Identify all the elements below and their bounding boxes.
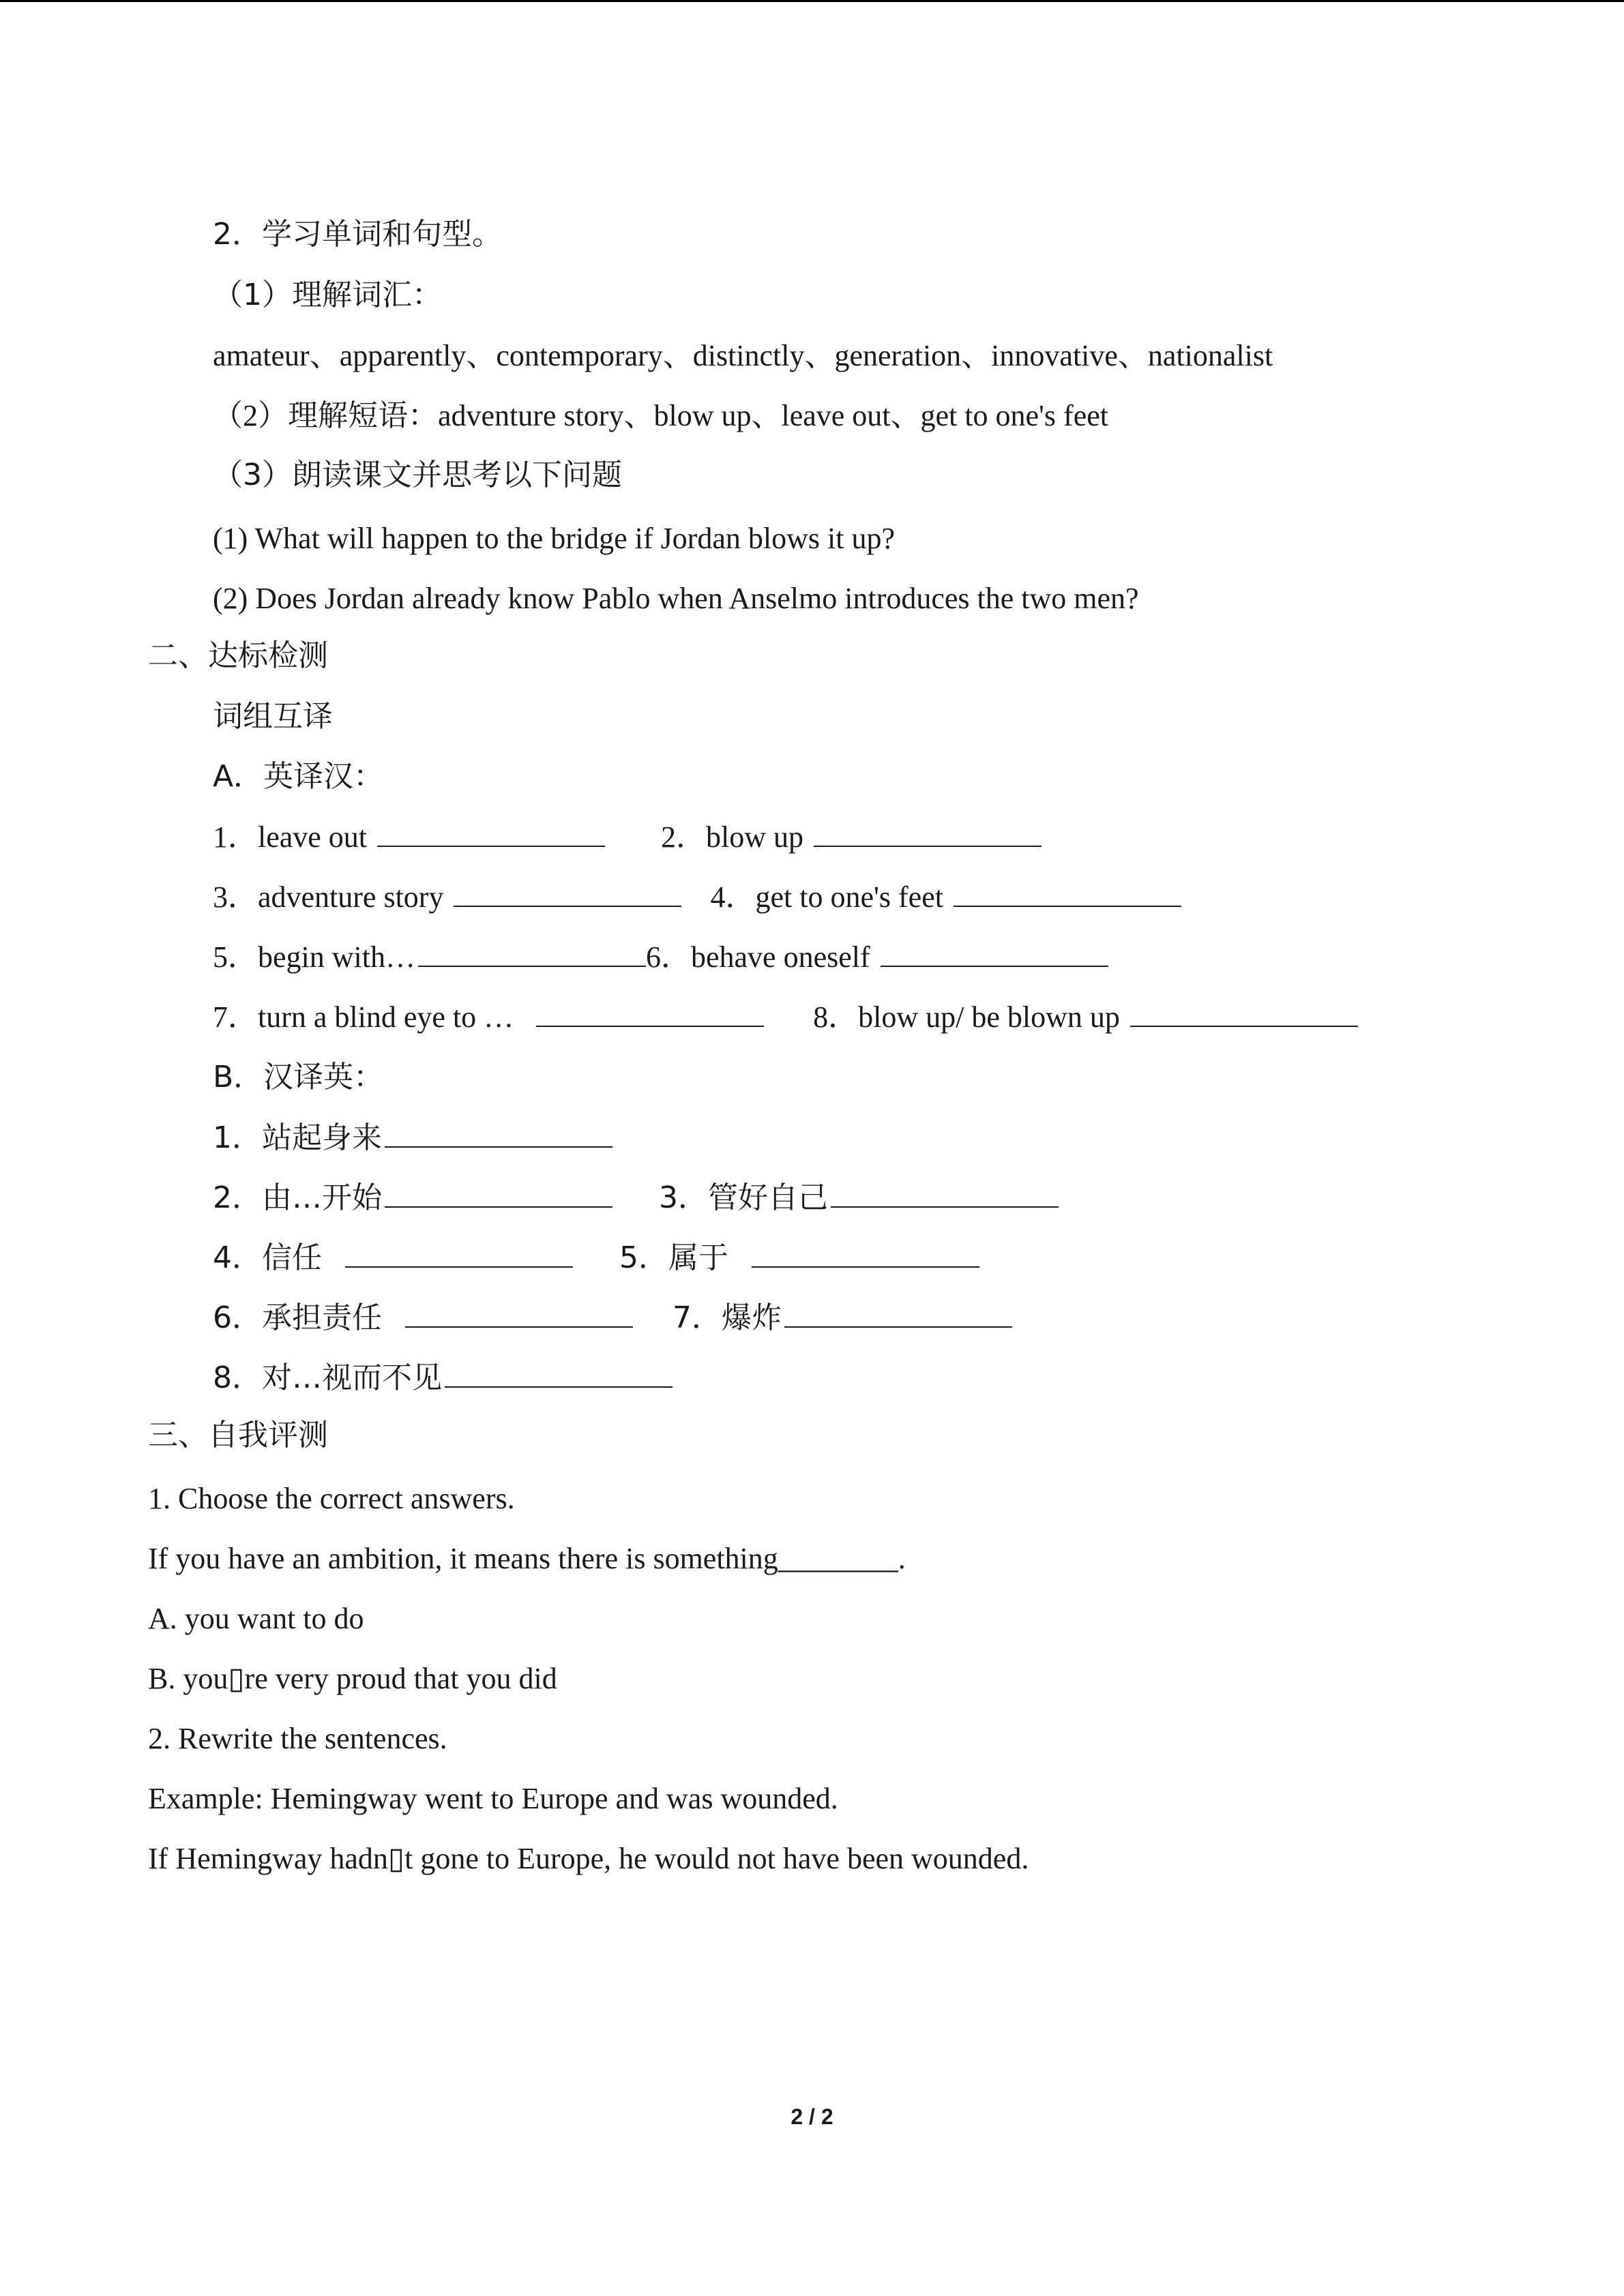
item-b8: 8．对…视而不见 bbox=[213, 1360, 442, 1395]
answer-blank[interactable] bbox=[385, 1119, 612, 1148]
item-b7: 7．爆炸 bbox=[673, 1300, 782, 1335]
answer-blank[interactable] bbox=[752, 1239, 979, 1268]
task-1: 1. Choose the correct answers. bbox=[148, 1482, 515, 1515]
example-sentence: Example: Hemingway went to Europe and was wounded. bbox=[148, 1782, 838, 1815]
item-b6: 6．承担责任 bbox=[213, 1300, 382, 1335]
answer-blank[interactable] bbox=[536, 998, 764, 1027]
answer-blank[interactable] bbox=[1130, 998, 1358, 1027]
phrases-line: （2）理解短语：adventure story、blow up、leave out、get to one's feet bbox=[213, 399, 1108, 432]
item-b4: 4．信任 bbox=[213, 1240, 322, 1275]
exercise-row-9 bbox=[213, 1359, 673, 1397]
answer-blank[interactable] bbox=[881, 938, 1108, 967]
item-b2: 2．由…开始 bbox=[213, 1180, 382, 1215]
exercise-row-4 bbox=[213, 998, 1358, 1037]
question-2: (2) Does Jordan already know Pablo when Anselmo introduces the two men? bbox=[213, 582, 1139, 615]
vocab-heading: （1）理解词汇： bbox=[213, 278, 442, 312]
part-a-heading: A．英译汉： bbox=[213, 759, 384, 794]
exercise-row-8 bbox=[213, 1299, 1012, 1337]
answer-blank[interactable] bbox=[814, 818, 1042, 847]
section-2-title: 二、达标检测 bbox=[148, 638, 328, 673]
section-3-title: 三、自我评测 bbox=[148, 1418, 328, 1452]
task-2: 2. Rewrite the sentences. bbox=[148, 1722, 447, 1755]
item-b1: 1．站起身来 bbox=[213, 1120, 382, 1155]
answer-blank[interactable] bbox=[831, 1179, 1059, 1208]
answer-blank[interactable] bbox=[784, 1299, 1012, 1328]
item-b5: 5．属于 bbox=[619, 1240, 728, 1275]
item-a4: 4．get to one's feet bbox=[710, 880, 943, 914]
answer-blank[interactable] bbox=[418, 938, 646, 967]
answer-blank[interactable] bbox=[454, 878, 681, 907]
item-a3: 3．adventure story bbox=[213, 880, 444, 914]
exercise-row-2 bbox=[213, 878, 1181, 916]
question-stem: If you have an ambition, it means there is something________. bbox=[148, 1542, 906, 1575]
option-a: A. you want to do bbox=[148, 1602, 364, 1635]
item-a8: 8．blow up/ be blown up bbox=[813, 1000, 1120, 1034]
step-2-heading: 2．学习单词和句型。 bbox=[213, 217, 502, 252]
item-a5: 5．begin with… bbox=[213, 940, 415, 974]
answer-blank[interactable] bbox=[385, 1179, 612, 1208]
answer-blank[interactable] bbox=[345, 1239, 573, 1268]
rewritten-sentence: If Hemingway hadn▯t gone to Europe, he would not have been wounded. bbox=[148, 1842, 1029, 1875]
item-a7: 7．turn a blind eye to … bbox=[213, 1000, 514, 1034]
answer-blank[interactable] bbox=[405, 1299, 633, 1328]
exercise-row-7 bbox=[213, 1239, 979, 1277]
vocab-list: amateur、apparently、contemporary、distinctly、generation、innovative、nationalist bbox=[213, 339, 1273, 372]
item-a1: 1．leave out bbox=[213, 820, 368, 854]
item-b3: 3．管好自己 bbox=[659, 1180, 828, 1215]
item-a6: 6．behave oneself bbox=[645, 940, 870, 974]
exercise-row-3 bbox=[213, 938, 1108, 976]
reading-heading: （3）朗读课文并思考以下问题 bbox=[213, 458, 622, 492]
exercise-row-1 bbox=[213, 818, 1042, 856]
answer-blank[interactable] bbox=[954, 878, 1181, 907]
top-border bbox=[0, 0, 1624, 2]
answer-blank[interactable] bbox=[445, 1359, 673, 1388]
exercise-row-5 bbox=[213, 1119, 612, 1157]
item-a2: 2．blow up bbox=[661, 820, 804, 854]
page-number: 2 / 2 bbox=[791, 2104, 833, 2129]
section-2-subtitle: 词组互译 bbox=[213, 699, 333, 734]
option-b: B. you▯re very proud that you did bbox=[148, 1662, 557, 1695]
exercise-row-6 bbox=[213, 1179, 1059, 1217]
question-1: (1) What will happen to the bridge if Jordan blows it up? bbox=[213, 522, 895, 555]
answer-blank[interactable] bbox=[377, 818, 605, 847]
part-b-heading: B．汉译英： bbox=[213, 1060, 384, 1094]
